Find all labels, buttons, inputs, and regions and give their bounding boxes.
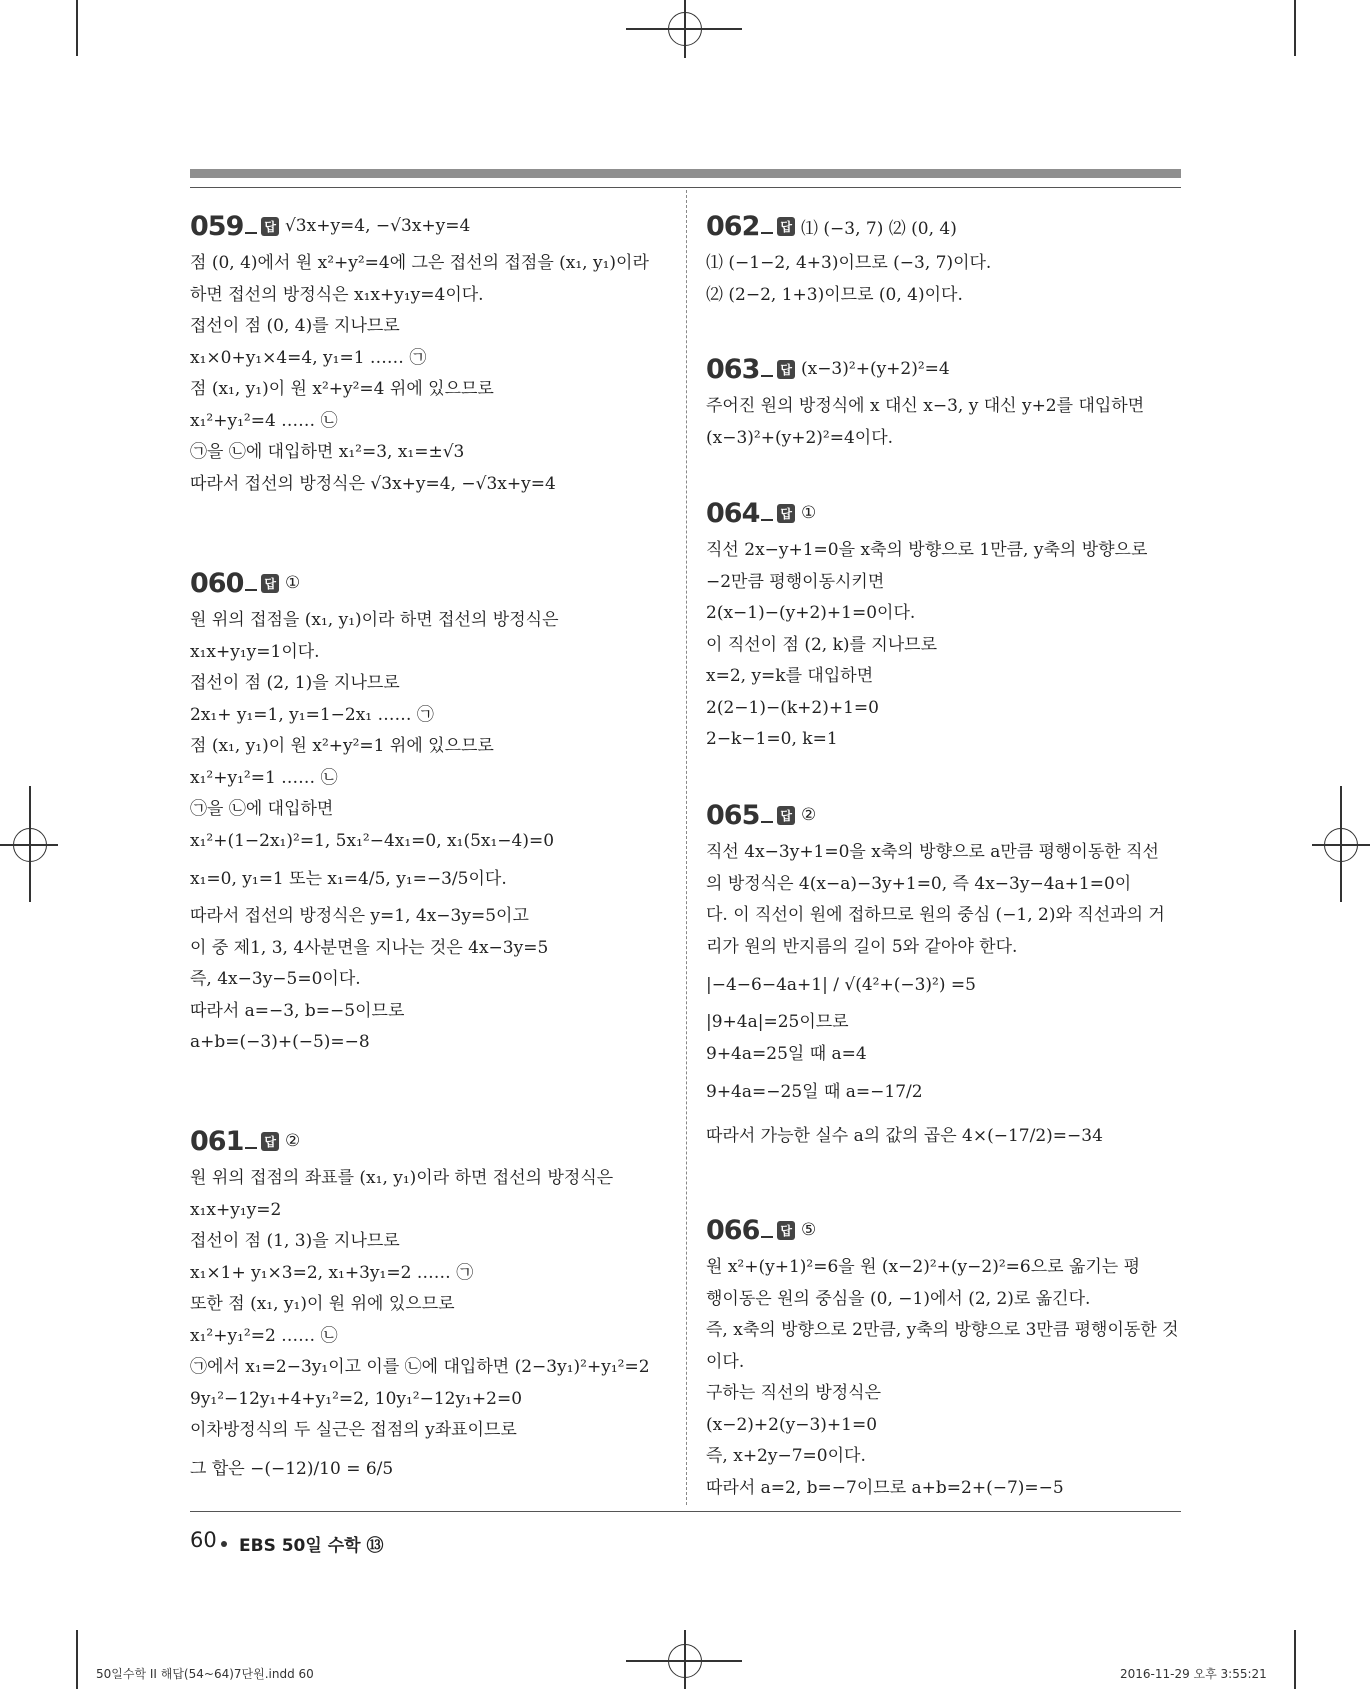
solution-line: 또한 점 (x₁, y₁)이 원 위에 있으므로 bbox=[190, 1294, 455, 1314]
answer-badge: 답 bbox=[777, 217, 795, 236]
solution-line: 따라서 a=−3, b=−5이므로 bbox=[190, 1000, 405, 1021]
header-rule bbox=[190, 187, 1181, 188]
solution-line: 리가 원의 반지름의 길이 5와 같아야 한다. bbox=[706, 936, 1018, 957]
solution-line: ㉠을 ㉡에 대입하면 x₁²=3, x₁=±√3 bbox=[190, 442, 465, 462]
answer-text: ⑴ (−3, 7) ⑵ (0, 4) bbox=[800, 218, 957, 239]
bullet-icon bbox=[221, 1541, 227, 1547]
answer-badge: 답 bbox=[261, 217, 279, 236]
solution-line: 9y₁²−12y₁+4+y₁²=2, 10y₁²−12y₁+2=0 bbox=[190, 1388, 523, 1409]
solution-line: x₁²+(1−2x₁)²=1, 5x₁²−4x₁=0, x₁(5x₁−4)=0 bbox=[190, 830, 555, 851]
solution-line: 직선 4x−3y+1=0을 x축의 방향으로 a만큼 평행이동한 직선 bbox=[706, 842, 1159, 862]
solution-line: 이 직선이 점 (2, k)를 지나므로 bbox=[706, 634, 938, 655]
problem-number: 065 bbox=[706, 799, 760, 831]
problem-header bbox=[706, 210, 1186, 242]
solution-line: 2−k−1=0, k=1 bbox=[706, 729, 838, 749]
solution-line: (x−3)²+(y+2)²=4이다. bbox=[706, 427, 894, 448]
underscore bbox=[761, 375, 773, 377]
solution-line: 접선이 점 (0, 4)를 지나므로 bbox=[190, 316, 400, 336]
problem-062 bbox=[706, 210, 1186, 311]
solution-line: 이차방정식의 두 실근은 접점의 y좌표이므로 bbox=[190, 1420, 517, 1440]
solution-line: 접선이 점 (1, 3)을 지나므로 bbox=[190, 1231, 400, 1251]
answer-badge: 답 bbox=[777, 1221, 795, 1240]
crop-mark bbox=[1294, 1630, 1296, 1689]
answer-text: ② bbox=[800, 805, 817, 825]
solution-line: 접선이 점 (2, 1)을 지나므로 bbox=[190, 673, 400, 693]
problem-header bbox=[706, 799, 1186, 831]
solution-line: 원 x²+(y+1)²=6을 원 (x−2)²+(y−2)²=6으로 옮기는 평 bbox=[706, 1257, 1141, 1277]
solution-line: 하면 접선의 방정식은 x₁x+y₁y=4이다. bbox=[190, 284, 484, 305]
answer-text: ① bbox=[284, 573, 301, 593]
solution-line: x₁x+y₁y=2 bbox=[190, 1199, 282, 1220]
solution-line: 직선 2x−y+1=0을 x축의 방향으로 1만큼, y축의 방향으로 bbox=[706, 540, 1148, 560]
solution-line: 구하는 직선의 방정식은 bbox=[706, 1383, 882, 1403]
date-slug: 2016-11-29 오후 3:55:21 bbox=[1120, 1667, 1267, 1681]
footer-rule bbox=[190, 1511, 1181, 1512]
problem-header bbox=[706, 497, 1186, 529]
problem-number: 062 bbox=[706, 210, 760, 242]
solution-line: 2(x−1)−(y+2)+1=0이다. bbox=[706, 603, 916, 623]
solution-line: x₁²+y₁²=2 …… ㉡ bbox=[190, 1325, 338, 1346]
solution-line: ㉠에서 x₁=2−3y₁이고 이를 ㉡에 대입하면 (2−3y₁)²+y₁²=2 bbox=[190, 1357, 650, 1377]
solution-line: 원 위의 접점을 (x₁, y₁)이라 하면 접선의 방정식은 bbox=[190, 610, 559, 630]
underscore bbox=[761, 519, 773, 521]
solution-line: 원 위의 접점의 좌표를 (x₁, y₁)이라 하면 접선의 방정식은 bbox=[190, 1168, 614, 1188]
answer-badge: 답 bbox=[777, 504, 795, 523]
solution-line: ⑴ (−1−2, 4+3)이므로 (−3, 7)이다. bbox=[706, 253, 992, 273]
solution-line: 따라서 접선의 방정식은 √3x+y=4, −√3x+y=4 bbox=[190, 473, 556, 494]
problem-063 bbox=[706, 353, 1186, 454]
problem-number: 063 bbox=[706, 353, 760, 385]
problem-059 bbox=[190, 210, 670, 500]
solution-line: 따라서 a=2, b=−7이므로 a+b=2+(−7)=−5 bbox=[706, 1477, 1064, 1498]
crop-mark bbox=[76, 1630, 78, 1689]
solution-line: 점 (x₁, y₁)이 원 x²+y²=1 위에 있으므로 bbox=[190, 736, 494, 756]
problem-number: 060 bbox=[190, 567, 244, 599]
underscore bbox=[761, 232, 773, 234]
solution-line: (x−2)+2(y−3)+1=0 bbox=[706, 1414, 878, 1435]
solution-line: 의 방정식은 4(x−a)−3y+1=0, 즉 4x−3y−4a+1=0이 bbox=[706, 873, 1132, 894]
problem-header bbox=[706, 1214, 1186, 1246]
underscore bbox=[245, 589, 257, 591]
registration-mark bbox=[13, 828, 47, 862]
solution-line: x₁×1+ y₁×3=2, x₁+3y₁=2 …… ㉠ bbox=[190, 1262, 474, 1283]
underscore bbox=[761, 1236, 773, 1238]
solution-line: 9+4a=25일 때 a=4 bbox=[706, 1043, 867, 1064]
solution-line: 주어진 원의 방정식에 x 대신 x−3, y 대신 y+2를 대입하면 bbox=[706, 396, 1145, 416]
underscore bbox=[761, 821, 773, 823]
solution-line: 그 합은 −(−12)/10 = 6/5 bbox=[190, 1458, 394, 1479]
solution-line: a+b=(−3)+(−5)=−8 bbox=[190, 1032, 370, 1052]
solution-line: x₁²+y₁²=4 …… ㉡ bbox=[190, 410, 338, 431]
book-title: EBS 50일 수학 ⑬ bbox=[239, 1536, 384, 1556]
problem-060 bbox=[190, 567, 670, 1059]
solution-line: 이다. bbox=[706, 1351, 745, 1372]
problem-number: 061 bbox=[190, 1125, 244, 1157]
answer-text: (x−3)²+(y+2)²=4 bbox=[800, 359, 950, 379]
solution-line: x=2, y=k를 대입하면 bbox=[706, 666, 874, 686]
solution-line: 즉, x+2y−7=0이다. bbox=[706, 1446, 866, 1466]
solution-line: x₁x+y₁y=1이다. bbox=[190, 641, 320, 662]
answer-text: ⑤ bbox=[800, 1220, 817, 1240]
answer-badge: 답 bbox=[261, 1132, 279, 1151]
registration-mark bbox=[668, 1644, 702, 1678]
solution-line: x₁²+y₁²=1 …… ㉡ bbox=[190, 767, 338, 788]
problem-number: 059 bbox=[190, 210, 244, 242]
underscore bbox=[245, 1147, 257, 1149]
problem-064 bbox=[706, 497, 1186, 756]
problem-number: 066 bbox=[706, 1214, 760, 1246]
registration-mark bbox=[1324, 828, 1358, 862]
solution-line: ⑵ (2−2, 1+3)이므로 (0, 4)이다. bbox=[706, 284, 963, 305]
column-divider bbox=[686, 190, 687, 1505]
solution-line: ㉠을 ㉡에 대입하면 bbox=[190, 799, 334, 819]
answer-text: √3x+y=4, −√3x+y=4 bbox=[284, 216, 471, 236]
answer-badge: 답 bbox=[777, 806, 795, 825]
solution-line: 다. 이 직선이 원에 접하므로 원의 중심 (−1, 2)와 직선과의 거 bbox=[706, 905, 1165, 925]
solution-line: 따라서 가능한 실수 a의 값의 곱은 4×(−17/2)=−34 bbox=[706, 1126, 1103, 1146]
solution-line: 즉, x축의 방향으로 2만큼, y축의 방향으로 3만큼 평행이동한 것 bbox=[706, 1320, 1179, 1340]
answer-badge: 답 bbox=[261, 574, 279, 593]
solution-line: 즉, 4x−3y−5=0이다. bbox=[190, 969, 361, 989]
solution-line: 점 (0, 4)에서 원 x²+y²=4에 그은 접선의 접점을 (x₁, y₁)이라 bbox=[190, 253, 649, 273]
solution-line: 2x₁+ y₁=1, y₁=1−2x₁ …… ㉠ bbox=[190, 704, 434, 725]
solution-line: x₁×0+y₁×4=4, y₁=1 …… ㉠ bbox=[190, 347, 427, 368]
problem-061 bbox=[190, 1125, 670, 1491]
solution-line: |9+4a|=25이므로 bbox=[706, 1012, 849, 1032]
problem-header bbox=[190, 210, 670, 242]
problem-065 bbox=[706, 799, 1186, 1158]
header-bar bbox=[190, 169, 1181, 178]
solution-line: 2(2−1)−(k+2)+1=0 bbox=[706, 697, 879, 718]
file-slug: 50일수학 II 해답(54~64)7단원.indd 60 bbox=[96, 1667, 314, 1681]
page-number: 60 bbox=[190, 1528, 217, 1552]
answer-text: ② bbox=[284, 1131, 301, 1151]
solution-line: −2만큼 평행이동시키면 bbox=[706, 571, 885, 592]
solution-line: x₁=0, y₁=1 또는 x₁=4/5, y₁=−3/5이다. bbox=[190, 869, 507, 889]
underscore bbox=[245, 232, 257, 234]
solution-line: |−4−6−4a+1| / √(4²+(−3)²) =5 bbox=[706, 975, 976, 995]
answer-badge: 답 bbox=[777, 360, 795, 379]
registration-mark bbox=[668, 12, 702, 46]
problem-header bbox=[190, 567, 670, 599]
answer-text: ① bbox=[800, 503, 817, 523]
solution-line: 9+4a=−25일 때 a=−17/2 bbox=[706, 1082, 923, 1102]
solution-line: 따라서 접선의 방정식은 y=1, 4x−3y=5이고 bbox=[190, 906, 529, 926]
solution-line: 이 중 제1, 3, 4사분면을 지나는 것은 4x−3y=5 bbox=[190, 937, 549, 958]
crop-mark bbox=[76, 0, 78, 56]
solution-line: 행이동은 원의 중심을 (0, −1)에서 (2, 2)로 옮긴다. bbox=[706, 1288, 1091, 1309]
problem-066 bbox=[706, 1214, 1186, 1504]
crop-mark bbox=[1294, 0, 1296, 56]
problem-header bbox=[190, 1125, 670, 1157]
problem-number: 064 bbox=[706, 497, 760, 529]
problem-header bbox=[706, 353, 1186, 385]
solution-line: 점 (x₁, y₁)이 원 x²+y²=4 위에 있으므로 bbox=[190, 379, 494, 399]
